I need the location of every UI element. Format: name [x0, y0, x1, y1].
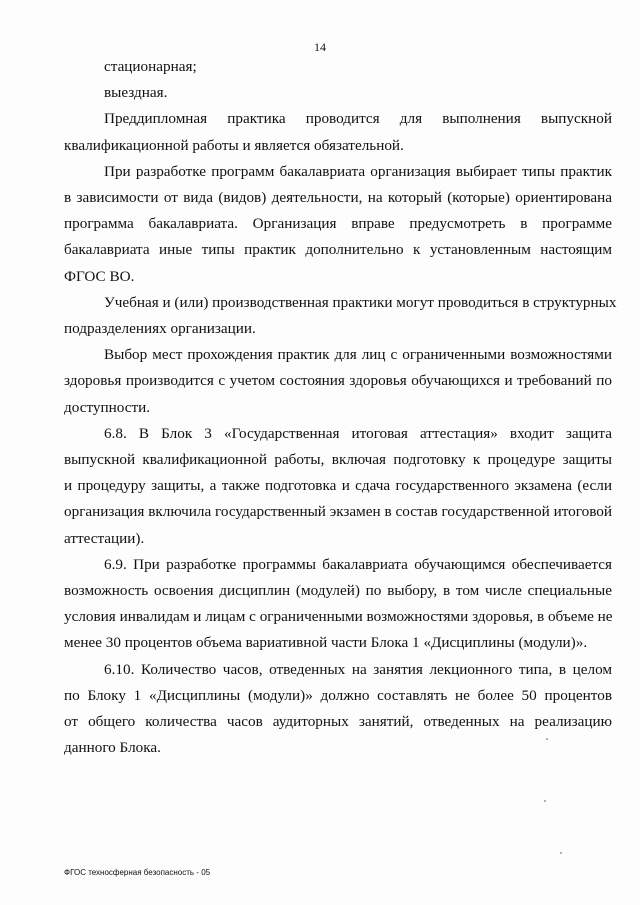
- paragraph-line: 6.9. При разработке программы бакалавриата обучающимся обеспечивается: [104, 555, 612, 573]
- paragraph-line: выпускной квалификационной работы, включая подготовку к процедуре защиты: [64, 451, 612, 469]
- paragraph-line: условия инвалидам и лицам с ограниченными возможностями здоровья, в объеме не: [64, 608, 613, 626]
- text-line: стационарная;: [104, 58, 197, 75]
- text-line: выездная.: [104, 84, 168, 102]
- page-footer: ФГОС техносферная безопасность - 05: [64, 868, 211, 877]
- paragraph-line: организация включила государственный экзамен в состав государственной итоговой: [64, 503, 612, 521]
- paragraph-line: Учебная и (или) производственная практики могут проводиться в структурных: [104, 293, 617, 311]
- paragraph-line: аттестации).: [64, 529, 145, 547]
- paragraph-line: менее 30 процентов объема вариативной части Блока 1 «Дисциплины (модули)».: [64, 634, 588, 652]
- paragraph-line: доступности.: [64, 398, 151, 416]
- scan-speck: [546, 738, 548, 740]
- paragraph-line: Преддипломная практика проводится для выполнения выпускной: [104, 110, 612, 128]
- paragraph-line: бакалавриата иные типы практик дополнительно к установленным настоящим: [64, 241, 612, 259]
- paragraph-line: квалификационной работы и является обязательной.: [64, 136, 404, 154]
- paragraph-line: Выбор мест прохождения практик для лиц с ограниченными возможностями: [104, 346, 612, 364]
- paragraph-line: данного Блока.: [64, 739, 161, 757]
- paragraph-line: и процедуру защиты, а также подготовка и сдача государственного экзамена (если: [64, 477, 612, 495]
- paragraph-line: 6.8. В Блок 3 «Государственная итоговая аттестация» входит защита: [104, 424, 612, 442]
- paragraph-line: программа бакалавриата. Организация вправе предусмотреть в программе: [64, 215, 612, 233]
- paragraph-line: возможность освоения дисциплин (модулей) по выбору, в том числе специальные: [64, 582, 612, 600]
- paragraph-line: подразделениях организации.: [64, 320, 256, 338]
- paragraph-line: ФГОС ВО.: [64, 267, 135, 285]
- document-body: [64, 54, 617, 761]
- paragraph-line: в зависимости от вида (видов) деятельности, на который (которые) ориентирована: [64, 189, 612, 207]
- paragraph-line: При разработке программ бакалавриата организация выбирает типы практик: [104, 162, 612, 180]
- paragraph-line: здоровья производится с учетом состояния здоровья обучающихся и требований по: [64, 372, 612, 390]
- paragraph-line: от общего количества часов аудиторных занятий, отведенных на реализацию: [64, 713, 612, 731]
- scan-speck: [544, 800, 546, 802]
- scan-speck: [560, 852, 562, 854]
- paragraph-line: 6.10. Количество часов, отведенных на занятия лекционного типа, в целом: [104, 660, 612, 678]
- page-number: 14: [314, 40, 326, 54]
- paragraph-line: по Блоку 1 «Дисциплины (модули)» должно составлять не более 50 процентов: [64, 686, 612, 704]
